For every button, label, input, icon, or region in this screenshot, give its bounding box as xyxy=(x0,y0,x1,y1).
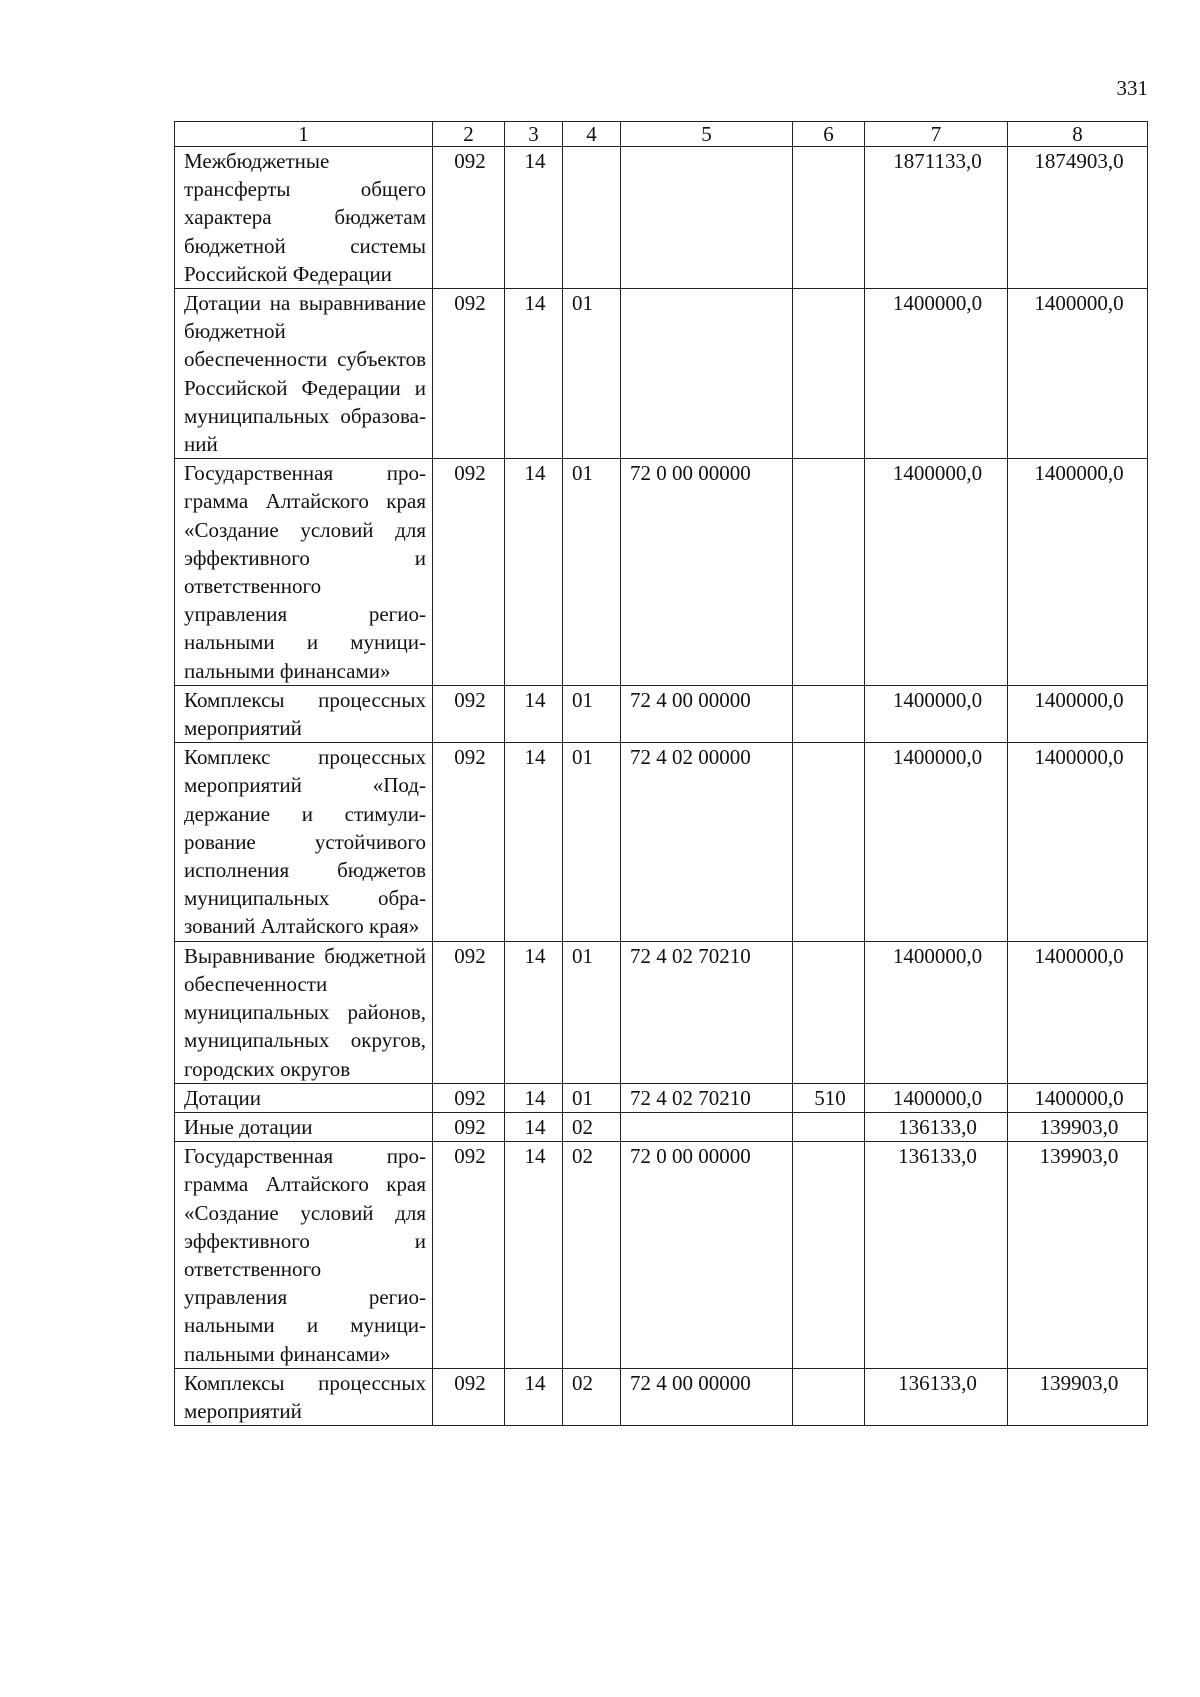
header-cell-1: 1 xyxy=(175,122,433,147)
cell-section: 14 xyxy=(505,1142,563,1369)
cell-target-article: 72 4 02 70210 xyxy=(621,1083,793,1112)
header-cell-4: 4 xyxy=(563,122,621,147)
row-name: Государственная программа Алтайского края «Создание условий для эффективного и ответственного управления региональными и муниципальными финансами» xyxy=(175,459,433,686)
table-row xyxy=(175,147,1148,289)
cell-target-article: 72 0 00 00000 xyxy=(621,1142,793,1369)
cell-subsection: 01 xyxy=(563,941,621,1083)
cell-ministry-code: 092 xyxy=(433,459,505,686)
cell-amount-col7: 1400000,0 xyxy=(865,941,1008,1083)
cell-target-article: 72 4 02 00000 xyxy=(621,743,793,941)
row-name: Комплексы процессных мероприятий xyxy=(175,1368,433,1425)
cell-amount-col8: 139903,0 xyxy=(1008,1368,1148,1425)
cell-section: 14 xyxy=(505,1368,563,1425)
cell-amount-col8: 139903,0 xyxy=(1008,1112,1148,1141)
row-name: Дотации xyxy=(175,1083,433,1112)
cell-amount-col7: 1400000,0 xyxy=(865,459,1008,686)
cell-subsection: 01 xyxy=(563,289,621,459)
cell-amount-col8: 1874903,0 xyxy=(1008,147,1148,289)
cell-expense-type xyxy=(793,941,865,1083)
cell-expense-type xyxy=(793,1142,865,1369)
cell-expense-type xyxy=(793,459,865,686)
cell-amount-col8: 1400000,0 xyxy=(1008,289,1148,459)
header-cell-3: 3 xyxy=(505,122,563,147)
cell-expense-type xyxy=(793,147,865,289)
cell-ministry-code: 092 xyxy=(433,1112,505,1141)
cell-ministry-code: 092 xyxy=(433,1368,505,1425)
cell-expense-type: 510 xyxy=(793,1083,865,1112)
table-row xyxy=(175,685,1148,742)
cell-target-article: 72 4 02 70210 xyxy=(621,941,793,1083)
table-header-row xyxy=(175,122,1148,147)
cell-target-article xyxy=(621,289,793,459)
cell-target-article xyxy=(621,1112,793,1141)
page-number: 331 xyxy=(1116,76,1148,100)
cell-expense-type xyxy=(793,1368,865,1425)
cell-amount-col7: 1400000,0 xyxy=(865,743,1008,941)
cell-amount-col8: 1400000,0 xyxy=(1008,941,1148,1083)
table-row xyxy=(175,1112,1148,1141)
cell-amount-col7: 1400000,0 xyxy=(865,289,1008,459)
row-name: Выравнивание бюджетной обеспеченности муниципальных районов, муниципальных округов, городских округов xyxy=(175,941,433,1083)
cell-subsection: 02 xyxy=(563,1112,621,1141)
cell-subsection: 01 xyxy=(563,685,621,742)
table-row xyxy=(175,1368,1148,1425)
table-row xyxy=(175,941,1148,1083)
cell-amount-col8: 1400000,0 xyxy=(1008,743,1148,941)
cell-amount-col7: 136133,0 xyxy=(865,1112,1008,1141)
cell-expense-type xyxy=(793,289,865,459)
cell-section: 14 xyxy=(505,743,563,941)
cell-amount-col7: 136133,0 xyxy=(865,1142,1008,1369)
cell-section: 14 xyxy=(505,941,563,1083)
cell-section: 14 xyxy=(505,459,563,686)
header-cell-5: 5 xyxy=(621,122,793,147)
cell-target-article xyxy=(621,147,793,289)
cell-amount-col7: 1400000,0 xyxy=(865,1083,1008,1112)
cell-amount-col8: 1400000,0 xyxy=(1008,459,1148,686)
cell-section: 14 xyxy=(505,289,563,459)
cell-section: 14 xyxy=(505,1083,563,1112)
table-row xyxy=(175,1142,1148,1369)
row-name: Комплексы процессных мероприятий xyxy=(175,685,433,742)
cell-subsection xyxy=(563,147,621,289)
cell-subsection: 01 xyxy=(563,459,621,686)
cell-amount-col7: 136133,0 xyxy=(865,1368,1008,1425)
cell-section: 14 xyxy=(505,147,563,289)
header-cell-2: 2 xyxy=(433,122,505,147)
cell-target-article: 72 0 00 00000 xyxy=(621,459,793,686)
cell-ministry-code: 092 xyxy=(433,685,505,742)
cell-ministry-code: 092 xyxy=(433,289,505,459)
table-row xyxy=(175,1083,1148,1112)
cell-amount-col8: 1400000,0 xyxy=(1008,1083,1148,1112)
cell-expense-type xyxy=(793,685,865,742)
cell-section: 14 xyxy=(505,1112,563,1141)
cell-target-article: 72 4 00 00000 xyxy=(621,685,793,742)
cell-section: 14 xyxy=(505,685,563,742)
cell-expense-type xyxy=(793,1112,865,1141)
row-name: Иные дотации xyxy=(175,1112,433,1141)
row-name: Государственная программа Алтайского края «Создание условий для эффективного и ответственного управления региональными и муниципальными финансами» xyxy=(175,1142,433,1369)
cell-ministry-code: 092 xyxy=(433,147,505,289)
cell-subsection: 01 xyxy=(563,1083,621,1112)
table-row xyxy=(175,459,1148,686)
cell-amount-col8: 1400000,0 xyxy=(1008,685,1148,742)
cell-ministry-code: 092 xyxy=(433,941,505,1083)
cell-ministry-code: 092 xyxy=(433,1083,505,1112)
header-cell-7: 7 xyxy=(865,122,1008,147)
cell-target-article: 72 4 00 00000 xyxy=(621,1368,793,1425)
row-name: Межбюджетные трансферты общего характера бюджетам бюджетной системы Российской Федерации xyxy=(175,147,433,289)
cell-ministry-code: 092 xyxy=(433,743,505,941)
cell-subsection: 02 xyxy=(563,1142,621,1369)
row-name: Дотации на выравнивание бюджетной обеспеченности субъектов Российской Федерации и муниципальных образований xyxy=(175,289,433,459)
cell-subsection: 02 xyxy=(563,1368,621,1425)
cell-amount-col7: 1400000,0 xyxy=(865,685,1008,742)
cell-amount-col8: 139903,0 xyxy=(1008,1142,1148,1369)
budget-table xyxy=(174,121,1148,1426)
cell-ministry-code: 092 xyxy=(433,1142,505,1369)
header-cell-6: 6 xyxy=(793,122,865,147)
cell-amount-col7: 1871133,0 xyxy=(865,147,1008,289)
cell-subsection: 01 xyxy=(563,743,621,941)
table-row xyxy=(175,289,1148,459)
cell-expense-type xyxy=(793,743,865,941)
header-cell-8: 8 xyxy=(1008,122,1148,147)
row-name: Комплекс процессных мероприятий «Поддержание и стимулирование устойчивого исполнения бюджетов муниципальных образований Алтайского края» xyxy=(175,743,433,941)
table-row xyxy=(175,743,1148,941)
